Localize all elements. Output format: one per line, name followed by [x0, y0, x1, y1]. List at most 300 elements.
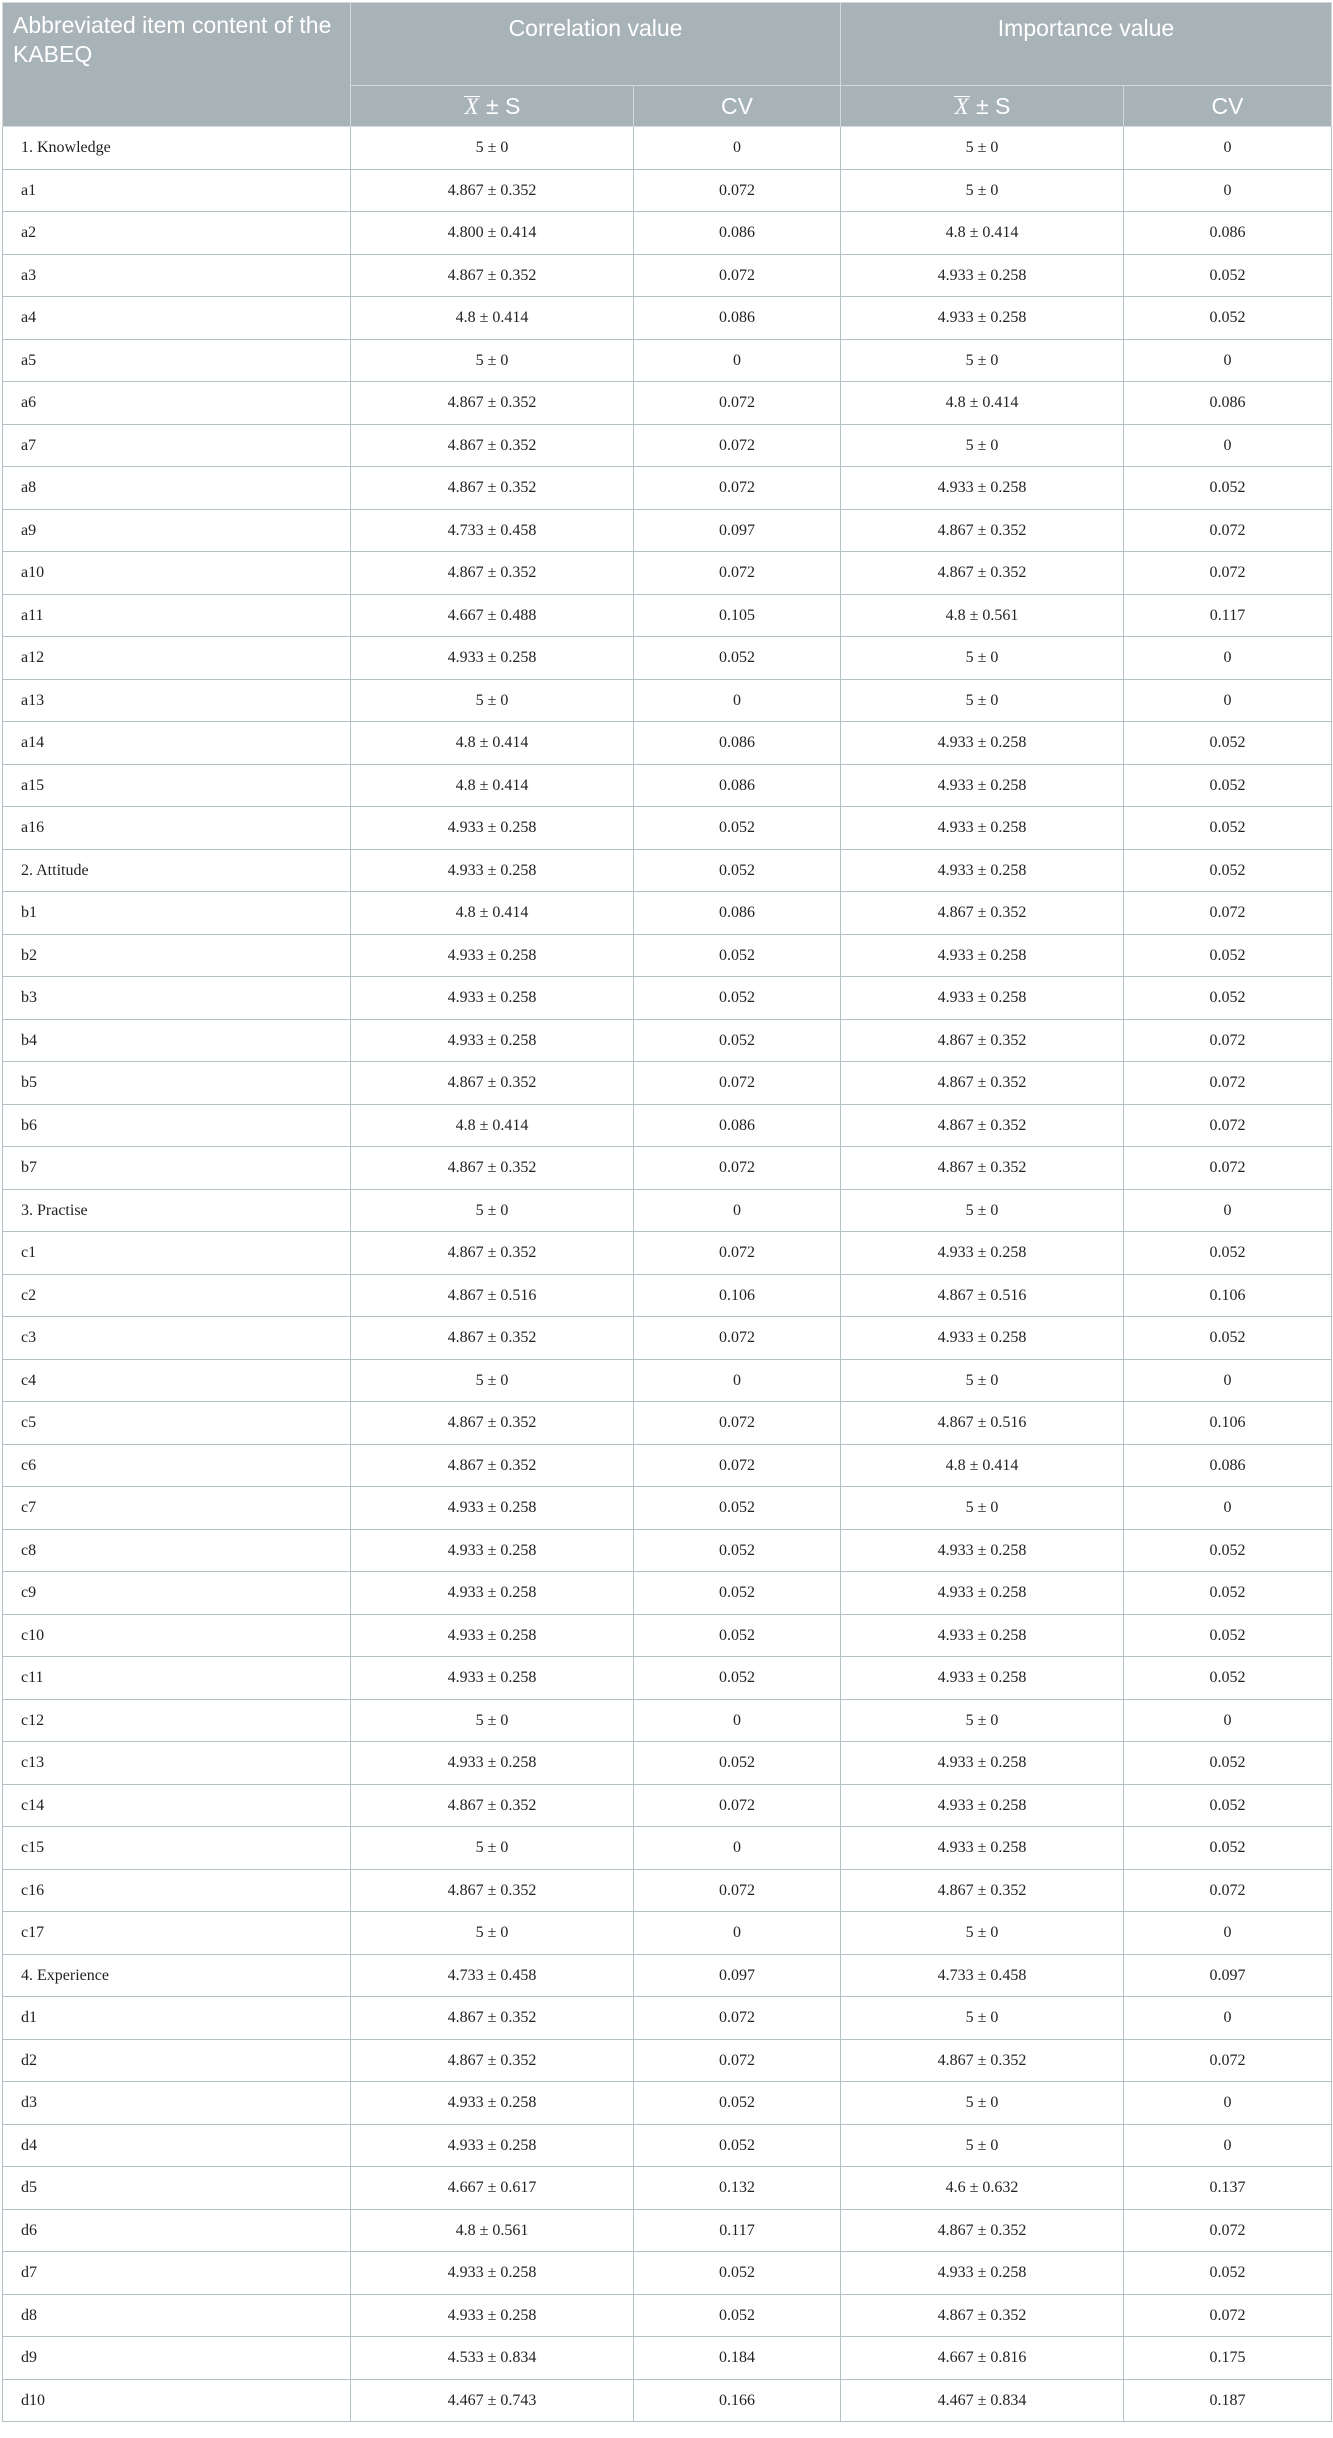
- table-row: [3, 1147, 1332, 1190]
- table-row: [3, 1912, 1332, 1955]
- header-item-content: Abbreviated item content of the KABEQ: [3, 3, 351, 127]
- correlation-mean-cell: 4.8 ± 0.414: [351, 1105, 634, 1147]
- item-cell: c16: [3, 1870, 351, 1912]
- importance-cv-cell: 0: [1124, 1997, 1332, 2040]
- correlation-mean-cell: 4.933 ± 0.258: [351, 1020, 634, 1062]
- item-cell: c1: [3, 1232, 351, 1275]
- correlation-cv-cell: 0.052: [634, 1487, 841, 1530]
- mean-symbol: X: [954, 93, 969, 119]
- correlation-mean-cell: 4.8 ± 0.561: [351, 2210, 634, 2252]
- importance-cv-cell: 0.072: [1124, 2040, 1332, 2082]
- item-cell: 1. Knowledge: [3, 127, 351, 170]
- item-cell: a9: [3, 510, 351, 552]
- importance-mean-cell: 4.8 ± 0.414: [841, 382, 1124, 425]
- table-row: [3, 1572, 1332, 1615]
- importance-mean-cell: 5 ± 0: [841, 2125, 1124, 2167]
- correlation-cv-cell: 0.052: [634, 807, 841, 850]
- correlation-cv-cell: 0: [634, 1190, 841, 1232]
- table-row: [3, 1275, 1332, 1317]
- importance-mean-cell: 5 ± 0: [841, 340, 1124, 382]
- table-row: [3, 340, 1332, 382]
- item-cell: 4. Experience: [3, 1955, 351, 1997]
- importance-mean-cell: 4.933 ± 0.258: [841, 807, 1124, 850]
- importance-mean-cell: 4.933 ± 0.258: [841, 1530, 1124, 1572]
- correlation-mean-cell: 4.933 ± 0.258: [351, 850, 634, 892]
- item-cell: a11: [3, 595, 351, 637]
- correlation-cv-cell: 0.072: [634, 170, 841, 212]
- importance-mean-cell: 4.933 ± 0.258: [841, 1827, 1124, 1870]
- table-row: [3, 1742, 1332, 1785]
- correlation-cv-cell: 0.072: [634, 1870, 841, 1912]
- importance-cv-cell: 0.187: [1124, 2380, 1332, 2422]
- item-cell: b5: [3, 1062, 351, 1105]
- item-cell: 2. Attitude: [3, 850, 351, 892]
- item-cell: a16: [3, 807, 351, 850]
- correlation-mean-cell: 4.867 ± 0.352: [351, 1997, 634, 2040]
- correlation-mean-cell: 5 ± 0: [351, 1827, 634, 1870]
- table-row: [3, 1530, 1332, 1572]
- correlation-cv-cell: 0.086: [634, 892, 841, 935]
- correlation-mean-cell: 5 ± 0: [351, 680, 634, 722]
- importance-mean-cell: 4.933 ± 0.258: [841, 977, 1124, 1020]
- importance-cv-cell: 0: [1124, 1912, 1332, 1955]
- importance-cv-cell: 0.072: [1124, 510, 1332, 552]
- header-correlation-mean: [351, 86, 634, 127]
- importance-cv-cell: 0.052: [1124, 255, 1332, 297]
- correlation-cv-cell: 0.105: [634, 595, 841, 637]
- correlation-mean-cell: 4.867 ± 0.352: [351, 2040, 634, 2082]
- importance-cv-cell: 0.072: [1124, 1105, 1332, 1147]
- table-row: [3, 1445, 1332, 1487]
- correlation-cv-cell: 0.106: [634, 1275, 841, 1317]
- table-row: [3, 1020, 1332, 1062]
- importance-cv-cell: 0.072: [1124, 1062, 1332, 1105]
- importance-mean-cell: 4.867 ± 0.352: [841, 892, 1124, 935]
- importance-mean-cell: 4.867 ± 0.516: [841, 1402, 1124, 1445]
- table-row: [3, 1700, 1332, 1742]
- correlation-cv-cell: 0.052: [634, 1530, 841, 1572]
- mean-suffix: ± S: [479, 92, 521, 119]
- importance-mean-cell: 4.933 ± 0.258: [841, 1742, 1124, 1785]
- item-cell: b4: [3, 1020, 351, 1062]
- importance-mean-cell: 4.867 ± 0.352: [841, 510, 1124, 552]
- correlation-cv-cell: 0.072: [634, 1402, 841, 1445]
- correlation-mean-cell: 4.867 ± 0.352: [351, 1870, 634, 1912]
- importance-mean-cell: 4.867 ± 0.352: [841, 1105, 1124, 1147]
- importance-mean-cell: 4.933 ± 0.258: [841, 765, 1124, 807]
- item-cell: c13: [3, 1742, 351, 1785]
- correlation-mean-cell: 5 ± 0: [351, 127, 634, 170]
- correlation-mean-cell: 4.933 ± 0.258: [351, 1530, 634, 1572]
- importance-cv-cell: 0.106: [1124, 1275, 1332, 1317]
- table-row: [3, 2167, 1332, 2210]
- importance-mean-cell: 4.867 ± 0.352: [841, 1147, 1124, 1190]
- correlation-cv-cell: 0.052: [634, 2082, 841, 2125]
- item-cell: a8: [3, 467, 351, 510]
- table-row: [3, 382, 1332, 425]
- item-cell: a5: [3, 340, 351, 382]
- correlation-cv-cell: 0.052: [634, 935, 841, 977]
- importance-mean-cell: 5 ± 0: [841, 1700, 1124, 1742]
- correlation-mean-cell: 4.933 ± 0.258: [351, 1657, 634, 1700]
- item-cell: d7: [3, 2252, 351, 2295]
- table-row: [3, 850, 1332, 892]
- item-cell: d8: [3, 2295, 351, 2337]
- correlation-mean-cell: 4.867 ± 0.352: [351, 170, 634, 212]
- correlation-cv-cell: 0: [634, 1700, 841, 1742]
- correlation-mean-cell: 5 ± 0: [351, 340, 634, 382]
- importance-mean-cell: 4.933 ± 0.258: [841, 467, 1124, 510]
- correlation-cv-cell: 0.052: [634, 1572, 841, 1615]
- correlation-mean-cell: 4.933 ± 0.258: [351, 935, 634, 977]
- table-row: [3, 1105, 1332, 1147]
- importance-cv-cell: 0.072: [1124, 2210, 1332, 2252]
- importance-cv-cell: 0.052: [1124, 722, 1332, 765]
- correlation-mean-cell: 4.8 ± 0.414: [351, 892, 634, 935]
- item-cell: c12: [3, 1700, 351, 1742]
- table-row: [3, 807, 1332, 850]
- item-cell: a10: [3, 552, 351, 595]
- table-row: [3, 297, 1332, 340]
- item-cell: a2: [3, 212, 351, 255]
- mean-suffix: ± S: [969, 92, 1011, 119]
- table-row: [3, 680, 1332, 722]
- correlation-cv-cell: 0.132: [634, 2167, 841, 2210]
- importance-mean-cell: 4.667 ± 0.816: [841, 2337, 1124, 2380]
- importance-cv-cell: 0.086: [1124, 1445, 1332, 1487]
- table-row: [3, 212, 1332, 255]
- importance-cv-cell: 0: [1124, 1487, 1332, 1530]
- importance-mean-cell: 5 ± 0: [841, 425, 1124, 467]
- importance-mean-cell: 5 ± 0: [841, 1997, 1124, 2040]
- correlation-cv-cell: 0.072: [634, 1317, 841, 1360]
- item-cell: c17: [3, 1912, 351, 1955]
- importance-cv-cell: 0: [1124, 1700, 1332, 1742]
- item-cell: d9: [3, 2337, 351, 2380]
- item-cell: c10: [3, 1615, 351, 1657]
- correlation-mean-cell: 4.933 ± 0.258: [351, 2082, 634, 2125]
- table-row: [3, 722, 1332, 765]
- item-cell: d3: [3, 2082, 351, 2125]
- item-cell: d4: [3, 2125, 351, 2167]
- header-row-1: [3, 3, 1332, 86]
- correlation-mean-cell: 4.667 ± 0.488: [351, 595, 634, 637]
- importance-cv-cell: 0: [1124, 1360, 1332, 1402]
- correlation-cv-cell: 0.117: [634, 2210, 841, 2252]
- correlation-mean-cell: 4.8 ± 0.414: [351, 722, 634, 765]
- item-cell: c8: [3, 1530, 351, 1572]
- importance-mean-cell: 4.867 ± 0.352: [841, 1020, 1124, 1062]
- correlation-cv-cell: 0.072: [634, 425, 841, 467]
- item-cell: c2: [3, 1275, 351, 1317]
- table-row: [3, 1360, 1332, 1402]
- table-row: [3, 2252, 1332, 2295]
- importance-mean-cell: 4.867 ± 0.516: [841, 1275, 1124, 1317]
- importance-mean-cell: 4.467 ± 0.834: [841, 2380, 1124, 2422]
- correlation-cv-cell: 0.052: [634, 2125, 841, 2167]
- importance-cv-cell: 0.072: [1124, 1870, 1332, 1912]
- importance-cv-cell: 0: [1124, 127, 1332, 170]
- importance-mean-cell: 4.8 ± 0.414: [841, 212, 1124, 255]
- correlation-cv-cell: 0: [634, 1827, 841, 1870]
- correlation-mean-cell: 4.933 ± 0.258: [351, 1487, 634, 1530]
- table-row: [3, 765, 1332, 807]
- item-cell: d5: [3, 2167, 351, 2210]
- correlation-mean-cell: 4.933 ± 0.258: [351, 1615, 634, 1657]
- correlation-mean-cell: 4.933 ± 0.258: [351, 1572, 634, 1615]
- importance-mean-cell: 4.933 ± 0.258: [841, 2252, 1124, 2295]
- correlation-mean-cell: 4.867 ± 0.352: [351, 1317, 634, 1360]
- correlation-mean-cell: 4.933 ± 0.258: [351, 2125, 634, 2167]
- correlation-mean-cell: 4.800 ± 0.414: [351, 212, 634, 255]
- importance-mean-cell: 4.933 ± 0.258: [841, 1657, 1124, 1700]
- importance-mean-cell: 4.867 ± 0.352: [841, 1870, 1124, 1912]
- importance-mean-cell: 4.8 ± 0.561: [841, 595, 1124, 637]
- correlation-cv-cell: 0: [634, 127, 841, 170]
- table-row: [3, 552, 1332, 595]
- importance-cv-cell: 0.052: [1124, 1742, 1332, 1785]
- importance-mean-cell: 4.733 ± 0.458: [841, 1955, 1124, 1997]
- importance-mean-cell: 5 ± 0: [841, 1190, 1124, 1232]
- importance-cv-cell: 0.052: [1124, 1785, 1332, 1827]
- table-row: [3, 2082, 1332, 2125]
- importance-mean-cell: 4.933 ± 0.258: [841, 297, 1124, 340]
- item-cell: a1: [3, 170, 351, 212]
- correlation-mean-cell: 4.733 ± 0.458: [351, 510, 634, 552]
- correlation-cv-cell: 0.097: [634, 1955, 841, 1997]
- importance-cv-cell: 0.052: [1124, 1232, 1332, 1275]
- correlation-mean-cell: 4.8 ± 0.414: [351, 297, 634, 340]
- importance-mean-cell: 5 ± 0: [841, 127, 1124, 170]
- importance-cv-cell: 0.052: [1124, 1827, 1332, 1870]
- correlation-cv-cell: 0.052: [634, 1615, 841, 1657]
- correlation-cv-cell: 0.052: [634, 1020, 841, 1062]
- item-cell: b6: [3, 1105, 351, 1147]
- correlation-mean-cell: 5 ± 0: [351, 1700, 634, 1742]
- correlation-cv-cell: 0.072: [634, 1147, 841, 1190]
- item-cell: b2: [3, 935, 351, 977]
- importance-cv-cell: 0.052: [1124, 935, 1332, 977]
- table-row: [3, 977, 1332, 1020]
- importance-mean-cell: 4.933 ± 0.258: [841, 255, 1124, 297]
- header-importance-value: Importance value: [841, 3, 1332, 86]
- importance-cv-cell: 0.052: [1124, 467, 1332, 510]
- importance-cv-cell: 0: [1124, 170, 1332, 212]
- correlation-cv-cell: 0.072: [634, 1232, 841, 1275]
- correlation-cv-cell: 0.072: [634, 255, 841, 297]
- table-header: [3, 3, 1332, 127]
- item-cell: c6: [3, 1445, 351, 1487]
- table-row: [3, 1487, 1332, 1530]
- correlation-cv-cell: 0.184: [634, 2337, 841, 2380]
- correlation-cv-cell: 0: [634, 340, 841, 382]
- importance-cv-cell: 0: [1124, 2082, 1332, 2125]
- table-row: [3, 1785, 1332, 1827]
- importance-cv-cell: 0: [1124, 680, 1332, 722]
- correlation-mean-cell: 5 ± 0: [351, 1360, 634, 1402]
- importance-mean-cell: 5 ± 0: [841, 170, 1124, 212]
- importance-cv-cell: 0.052: [1124, 1317, 1332, 1360]
- importance-cv-cell: 0: [1124, 340, 1332, 382]
- importance-cv-cell: 0.052: [1124, 850, 1332, 892]
- table-row: [3, 2125, 1332, 2167]
- table-row: [3, 2210, 1332, 2252]
- importance-mean-cell: 4.933 ± 0.258: [841, 722, 1124, 765]
- table-row: [3, 1955, 1332, 1997]
- correlation-mean-cell: 4.867 ± 0.352: [351, 467, 634, 510]
- table-row: [3, 467, 1332, 510]
- correlation-cv-cell: 0.072: [634, 1997, 841, 2040]
- header-correlation-value: Correlation value: [351, 3, 841, 86]
- importance-mean-cell: 4.867 ± 0.352: [841, 2210, 1124, 2252]
- importance-cv-cell: 0.072: [1124, 552, 1332, 595]
- correlation-mean-cell: 4.867 ± 0.516: [351, 1275, 634, 1317]
- item-cell: a15: [3, 765, 351, 807]
- item-cell: d6: [3, 2210, 351, 2252]
- importance-mean-cell: 5 ± 0: [841, 1912, 1124, 1955]
- importance-cv-cell: 0.106: [1124, 1402, 1332, 1445]
- kabeq-table: [2, 2, 1332, 2422]
- importance-cv-cell: 0.052: [1124, 1615, 1332, 1657]
- item-cell: b3: [3, 977, 351, 1020]
- importance-cv-cell: 0.137: [1124, 2167, 1332, 2210]
- importance-cv-cell: 0.117: [1124, 595, 1332, 637]
- importance-mean-cell: 4.6 ± 0.632: [841, 2167, 1124, 2210]
- correlation-cv-cell: 0.086: [634, 722, 841, 765]
- item-cell: a4: [3, 297, 351, 340]
- table-row: [3, 2380, 1332, 2422]
- correlation-mean-cell: 4.867 ± 0.352: [351, 1402, 634, 1445]
- importance-cv-cell: 0.072: [1124, 1147, 1332, 1190]
- item-cell: 3. Practise: [3, 1190, 351, 1232]
- importance-cv-cell: 0: [1124, 2125, 1332, 2167]
- table-row: [3, 425, 1332, 467]
- table-row: [3, 1062, 1332, 1105]
- table-row: [3, 892, 1332, 935]
- importance-cv-cell: 0.052: [1124, 1572, 1332, 1615]
- correlation-cv-cell: 0.086: [634, 1105, 841, 1147]
- importance-mean-cell: 5 ± 0: [841, 680, 1124, 722]
- correlation-cv-cell: 0.086: [634, 297, 841, 340]
- correlation-cv-cell: 0.072: [634, 467, 841, 510]
- table-row: [3, 255, 1332, 297]
- correlation-mean-cell: 4.867 ± 0.352: [351, 1147, 634, 1190]
- correlation-mean-cell: 4.933 ± 0.258: [351, 807, 634, 850]
- correlation-cv-cell: 0.072: [634, 552, 841, 595]
- correlation-cv-cell: 0.072: [634, 1445, 841, 1487]
- importance-cv-cell: 0.072: [1124, 1020, 1332, 1062]
- importance-mean-cell: 4.933 ± 0.258: [841, 1317, 1124, 1360]
- importance-mean-cell: 5 ± 0: [841, 1487, 1124, 1530]
- importance-mean-cell: 4.867 ± 0.352: [841, 552, 1124, 595]
- correlation-cv-cell: 0.052: [634, 1742, 841, 1785]
- correlation-mean-cell: 4.867 ± 0.352: [351, 382, 634, 425]
- correlation-cv-cell: 0.086: [634, 765, 841, 807]
- item-cell: c3: [3, 1317, 351, 1360]
- correlation-cv-cell: 0.166: [634, 2380, 841, 2422]
- table-body: [3, 127, 1332, 2422]
- importance-cv-cell: 0.052: [1124, 1657, 1332, 1700]
- correlation-cv-cell: 0.052: [634, 1657, 841, 1700]
- correlation-cv-cell: 0.072: [634, 2040, 841, 2082]
- importance-cv-cell: 0.175: [1124, 2337, 1332, 2380]
- importance-mean-cell: 4.867 ± 0.352: [841, 1062, 1124, 1105]
- table-row: [3, 2040, 1332, 2082]
- table-row: [3, 127, 1332, 170]
- importance-cv-cell: 0.052: [1124, 297, 1332, 340]
- importance-mean-cell: 4.867 ± 0.352: [841, 2295, 1124, 2337]
- table-row: [3, 595, 1332, 637]
- correlation-mean-cell: 4.867 ± 0.352: [351, 425, 634, 467]
- correlation-cv-cell: 0.052: [634, 850, 841, 892]
- table-row: [3, 1232, 1332, 1275]
- item-cell: a7: [3, 425, 351, 467]
- importance-cv-cell: 0.052: [1124, 807, 1332, 850]
- importance-mean-cell: 5 ± 0: [841, 1360, 1124, 1402]
- table-row: [3, 1402, 1332, 1445]
- importance-mean-cell: 4.8 ± 0.414: [841, 1445, 1124, 1487]
- correlation-mean-cell: 4.933 ± 0.258: [351, 2252, 634, 2295]
- correlation-cv-cell: 0.052: [634, 2295, 841, 2337]
- importance-cv-cell: 0.072: [1124, 892, 1332, 935]
- correlation-cv-cell: 0: [634, 1360, 841, 1402]
- table-row: [3, 2337, 1332, 2380]
- header-correlation-cv: CV: [634, 86, 841, 127]
- correlation-cv-cell: 0.086: [634, 212, 841, 255]
- correlation-mean-cell: 5 ± 0: [351, 1912, 634, 1955]
- item-cell: a13: [3, 680, 351, 722]
- correlation-cv-cell: 0.072: [634, 1062, 841, 1105]
- correlation-cv-cell: 0.072: [634, 1785, 841, 1827]
- importance-mean-cell: 5 ± 0: [841, 2082, 1124, 2125]
- table-row: [3, 2295, 1332, 2337]
- table-row: [3, 1997, 1332, 2040]
- table-row: [3, 637, 1332, 680]
- importance-mean-cell: 4.933 ± 0.258: [841, 1615, 1124, 1657]
- table-row: [3, 935, 1332, 977]
- importance-cv-cell: 0: [1124, 1190, 1332, 1232]
- correlation-mean-cell: 4.933 ± 0.258: [351, 2295, 634, 2337]
- importance-cv-cell: 0.072: [1124, 2295, 1332, 2337]
- table-row: [3, 1190, 1332, 1232]
- correlation-cv-cell: 0.052: [634, 977, 841, 1020]
- importance-cv-cell: 0.052: [1124, 2252, 1332, 2295]
- importance-cv-cell: 0.052: [1124, 765, 1332, 807]
- importance-cv-cell: 0.086: [1124, 212, 1332, 255]
- item-cell: c5: [3, 1402, 351, 1445]
- importance-mean-cell: 4.867 ± 0.352: [841, 2040, 1124, 2082]
- item-cell: a12: [3, 637, 351, 680]
- correlation-cv-cell: 0.052: [634, 637, 841, 680]
- importance-mean-cell: 4.933 ± 0.258: [841, 1232, 1124, 1275]
- correlation-mean-cell: 4.733 ± 0.458: [351, 1955, 634, 1997]
- correlation-mean-cell: 4.533 ± 0.834: [351, 2337, 634, 2380]
- correlation-mean-cell: 5 ± 0: [351, 1190, 634, 1232]
- correlation-mean-cell: 4.867 ± 0.352: [351, 1232, 634, 1275]
- mean-symbol: X: [464, 93, 479, 119]
- correlation-mean-cell: 4.8 ± 0.414: [351, 765, 634, 807]
- item-cell: a14: [3, 722, 351, 765]
- importance-cv-cell: 0: [1124, 425, 1332, 467]
- correlation-cv-cell: 0.097: [634, 510, 841, 552]
- item-cell: b7: [3, 1147, 351, 1190]
- table-row: [3, 1870, 1332, 1912]
- item-cell: d1: [3, 1997, 351, 2040]
- correlation-cv-cell: 0.052: [634, 2252, 841, 2295]
- correlation-mean-cell: 4.867 ± 0.352: [351, 255, 634, 297]
- item-cell: b1: [3, 892, 351, 935]
- correlation-cv-cell: 0: [634, 1912, 841, 1955]
